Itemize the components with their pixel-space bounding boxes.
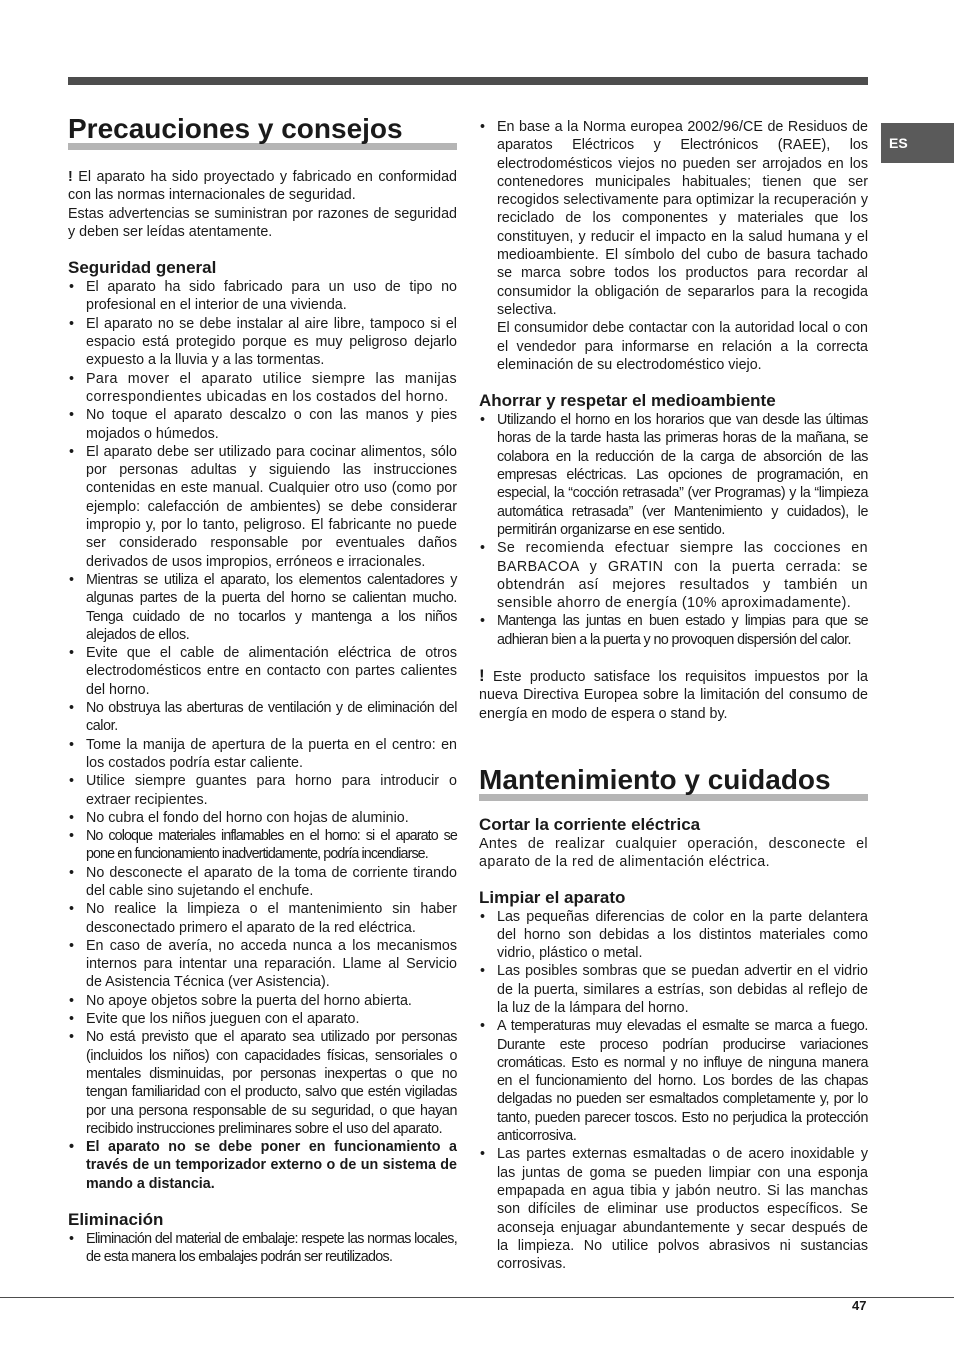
- warning-mark: !: [479, 666, 485, 686]
- language-tab: ES: [881, 123, 954, 163]
- seguridad-list: [68, 278, 457, 1193]
- section-title-precauciones: Precauciones y consejos: [68, 112, 457, 148]
- list-item: • Evite que los niños jueguen con el aparato.: [68, 1010, 457, 1028]
- limpiar-list: [479, 908, 868, 1274]
- eliminacion-list: [68, 1230, 457, 1267]
- page-number: 47: [852, 1298, 867, 1313]
- list-item: • Las pequeñas diferencias de color en la parte delantera del horno son debidas a los distintos materiales como vidrio, plástico o metal.: [479, 908, 868, 963]
- list-item: • En base a la Norma europea 2002/96/CE de Residuos de aparatos Eléctricos y Electrónicos (RAEE), los electrodomésticos viejos no pueden ser arrojados en los contenedores municipales habituales; tienen que ser recogidos selectivamente para optimizar la recuperación y reciclado de los componentes y materiales que los constituyen, y reducir el impacto en la salud humana y el medioambiente. El símbolo del cubo de basura tachado se marca sobre todos los productos para recordar al consumidor la obligación de separarlos para la recogida selectiva. El consumidor debe contactar con la autoridad local o con el vendedor para informarse en relación a la correcta eleminación de su electrodoméstico viejo.: [479, 118, 868, 374]
- list-item: • Tome la manija de apertura de la puerta en el centro: en los costados podría estar caliente.: [68, 736, 457, 773]
- list-item: • Las partes externas esmaltadas o de acero inoxidable y las juntas de goma se pueden limpiar con una esponja empapada en agua tibia y jabón neutro. Si las manchas son difíciles de eliminar use productos específicos. Se aconseja enjuagar abundantemente y secar después de la limpieza. No utilice polvos abrasivos ni sustancias corrosivas.: [479, 1145, 868, 1273]
- list-item: • No apoye objetos sobre la puerta del horno abierta.: [68, 992, 457, 1010]
- left-column: [68, 112, 457, 1267]
- list-item: • Las posibles sombras que se puedan advertir en el vidrio de la puerta, similares a estrías, son debidas al reflejo de la luz de la lámpara del horno.: [479, 962, 868, 1017]
- heading-ahorrar: Ahorrar y respetar el medioambiente: [479, 391, 776, 411]
- list-item: • No desconecte el aparato de la toma de corriente tirando del cable sino sujetando el enchufe.: [68, 864, 457, 901]
- heading-limpiar: Limpiar el aparato: [479, 887, 626, 907]
- list-item: • Se recomienda efectuar siempre las cocciones en BARBACOA y GRATIN con la puerta cerrada: se obtendrán así mejores resultados y también un sensible ahorro de energía (10% aproximadamente).: [479, 539, 868, 612]
- list-item: • Eliminación del material de embalaje: respete las normas locales, de esta manera los embalajes podrán ser reutilizados.: [68, 1230, 457, 1267]
- top-rule: [68, 77, 868, 85]
- list-item: • No coloque materiales inflamables en el horno: si el aparato se pone en funcionamiento inadvertidamente, podría incendiarse.: [68, 827, 457, 864]
- list-item: • No cubra el fondo del horno con hojas de aluminio.: [68, 809, 457, 827]
- list-item: • El aparato debe ser utilizado para cocinar alimentos, sólo por personas adultas y siguiendo las instrucciones contenidas en este manual. Cualquier otro uso (como por ejemplo: calefacción de ambientes) se debe considerar impropio y, por lo tanto, peligroso. El fabricante no puede ser considerado responsable por eventuales daños derivados de usos impropios, erróneos e irracionales.: [68, 443, 457, 571]
- list-item: • Utilizando el horno en los horarios que van desde las últimas horas de la tarde hasta las primeras horas de la mañana, se colabora en la reducción de la carga de absorción de las empresas eléctricas. Las opciones de programación, en especial, la “cocción retrasada” (ver Programas) y la “limpieza automática retrasada” (ver Mantenimiento y cuidados), le permitirán organizarse en ese sentido.: [479, 411, 868, 539]
- ahorrar-list: [479, 411, 868, 649]
- list-item: • No toque el aparato descalzo o con las manos y pies mojados o húmedos.: [68, 406, 457, 443]
- heading-cortar: Cortar la corriente eléctrica: [479, 814, 701, 834]
- raee-list: [479, 118, 868, 374]
- list-item: • Mantenga las juntas en buen estado y limpias para que se adhieran bien a la puerta y no provoquen dispersión del calor.: [479, 612, 868, 649]
- list-item: • El aparato ha sido fabricado para un uso de tipo no profesional en el interior de una vivienda.: [68, 278, 457, 315]
- list-item: • Utilice siempre guantes para horno para introducir o extraer recipientes.: [68, 772, 457, 809]
- intro-paragraph-2: Estas advertencias se suministran por razones de seguridad y deben ser leídas atentamente.: [68, 205, 457, 240]
- list-item: • Para mover el aparato utilice siempre las manijas correspondientes ubicadas en los costados del horno.: [68, 370, 457, 407]
- list-item: • En caso de avería, no acceda nunca a los mecanismos internos para intentar una reparación. Llame al Servicio de Asistencia Técnica (ver Asistencia).: [68, 937, 457, 992]
- heading-seguridad: Seguridad general: [68, 258, 217, 278]
- bottom-rule: [0, 1297, 954, 1298]
- heading-eliminacion: Eliminación: [68, 1210, 164, 1230]
- intro-paragraph: ! El aparato ha sido proyectado y fabricado en conformidad con las normas internacionales de seguridad.: [68, 169, 457, 204]
- list-item: • El aparato no se debe instalar al aire libre, tampoco si el espacio está protegido porque es muy peligroso dejarlo expuesto a la lluvia y a las tormentas.: [68, 315, 457, 370]
- list-item: • Mientras se utiliza el aparato, los elementos calentadores y algunas partes de la puerta del horno se calientan mucho. Tenga cuidado de no tocarlos y mantenga a los niños alejados de ellos.: [68, 571, 457, 644]
- list-item: • Evite que el cable de alimentación eléctrica de otros electrodomésticos entre en contacto con partes calientes del horno.: [68, 644, 457, 699]
- list-item-bold: • El aparato no se debe poner en funcionamiento a través de un temporizador externo o de un sistema de mando a distancia.: [68, 1138, 457, 1193]
- list-item: • No está previsto que el aparato sea utilizado por personas (incluidos los niños) con capacidades físicas, sensoriales o mentales disminuidas, por personas inexpertas o que no tengan familiaridad con el producto, salvo que estén vigiladas por una persona responsable de su seguridad, o que hayan recibido instrucciones preliminares sobre el uso del aparato.: [68, 1028, 457, 1138]
- section-title-mantenimiento: Mantenimiento y cuidados: [479, 763, 868, 799]
- eco-note: ! Este producto satisface los requisitos impuestos por la nueva Directiva Europea sobre la limitación del consumo de energía en modo de espera o stand by.: [479, 666, 868, 722]
- list-item: • A temperaturas muy elevadas el esmalte se marca a fuego. Durante este proceso podrían producirse variaciones cromáticas. Esto es normal y no influye de ninguna manera en el funcionamiento del horno. Los bordes de las chapas delgadas no pueden ser esmaltados completamente y, por lo tanto, pueden parecer toscos. Esto no perjudica la protección anticorrosiva.: [479, 1017, 868, 1145]
- warning-mark: !: [68, 169, 73, 185]
- right-column: [479, 118, 868, 1273]
- list-item: • No obstruya las aberturas de ventilación y de eliminación del calor.: [68, 699, 457, 736]
- list-item: • No realice la limpieza o el mantenimiento sin haber desconectado primero el aparato de la red eléctrica.: [68, 900, 457, 937]
- cortar-text: Antes de realizar cualquier operación, desconecte el aparato de la red de alimentación eléctrica.: [479, 835, 868, 871]
